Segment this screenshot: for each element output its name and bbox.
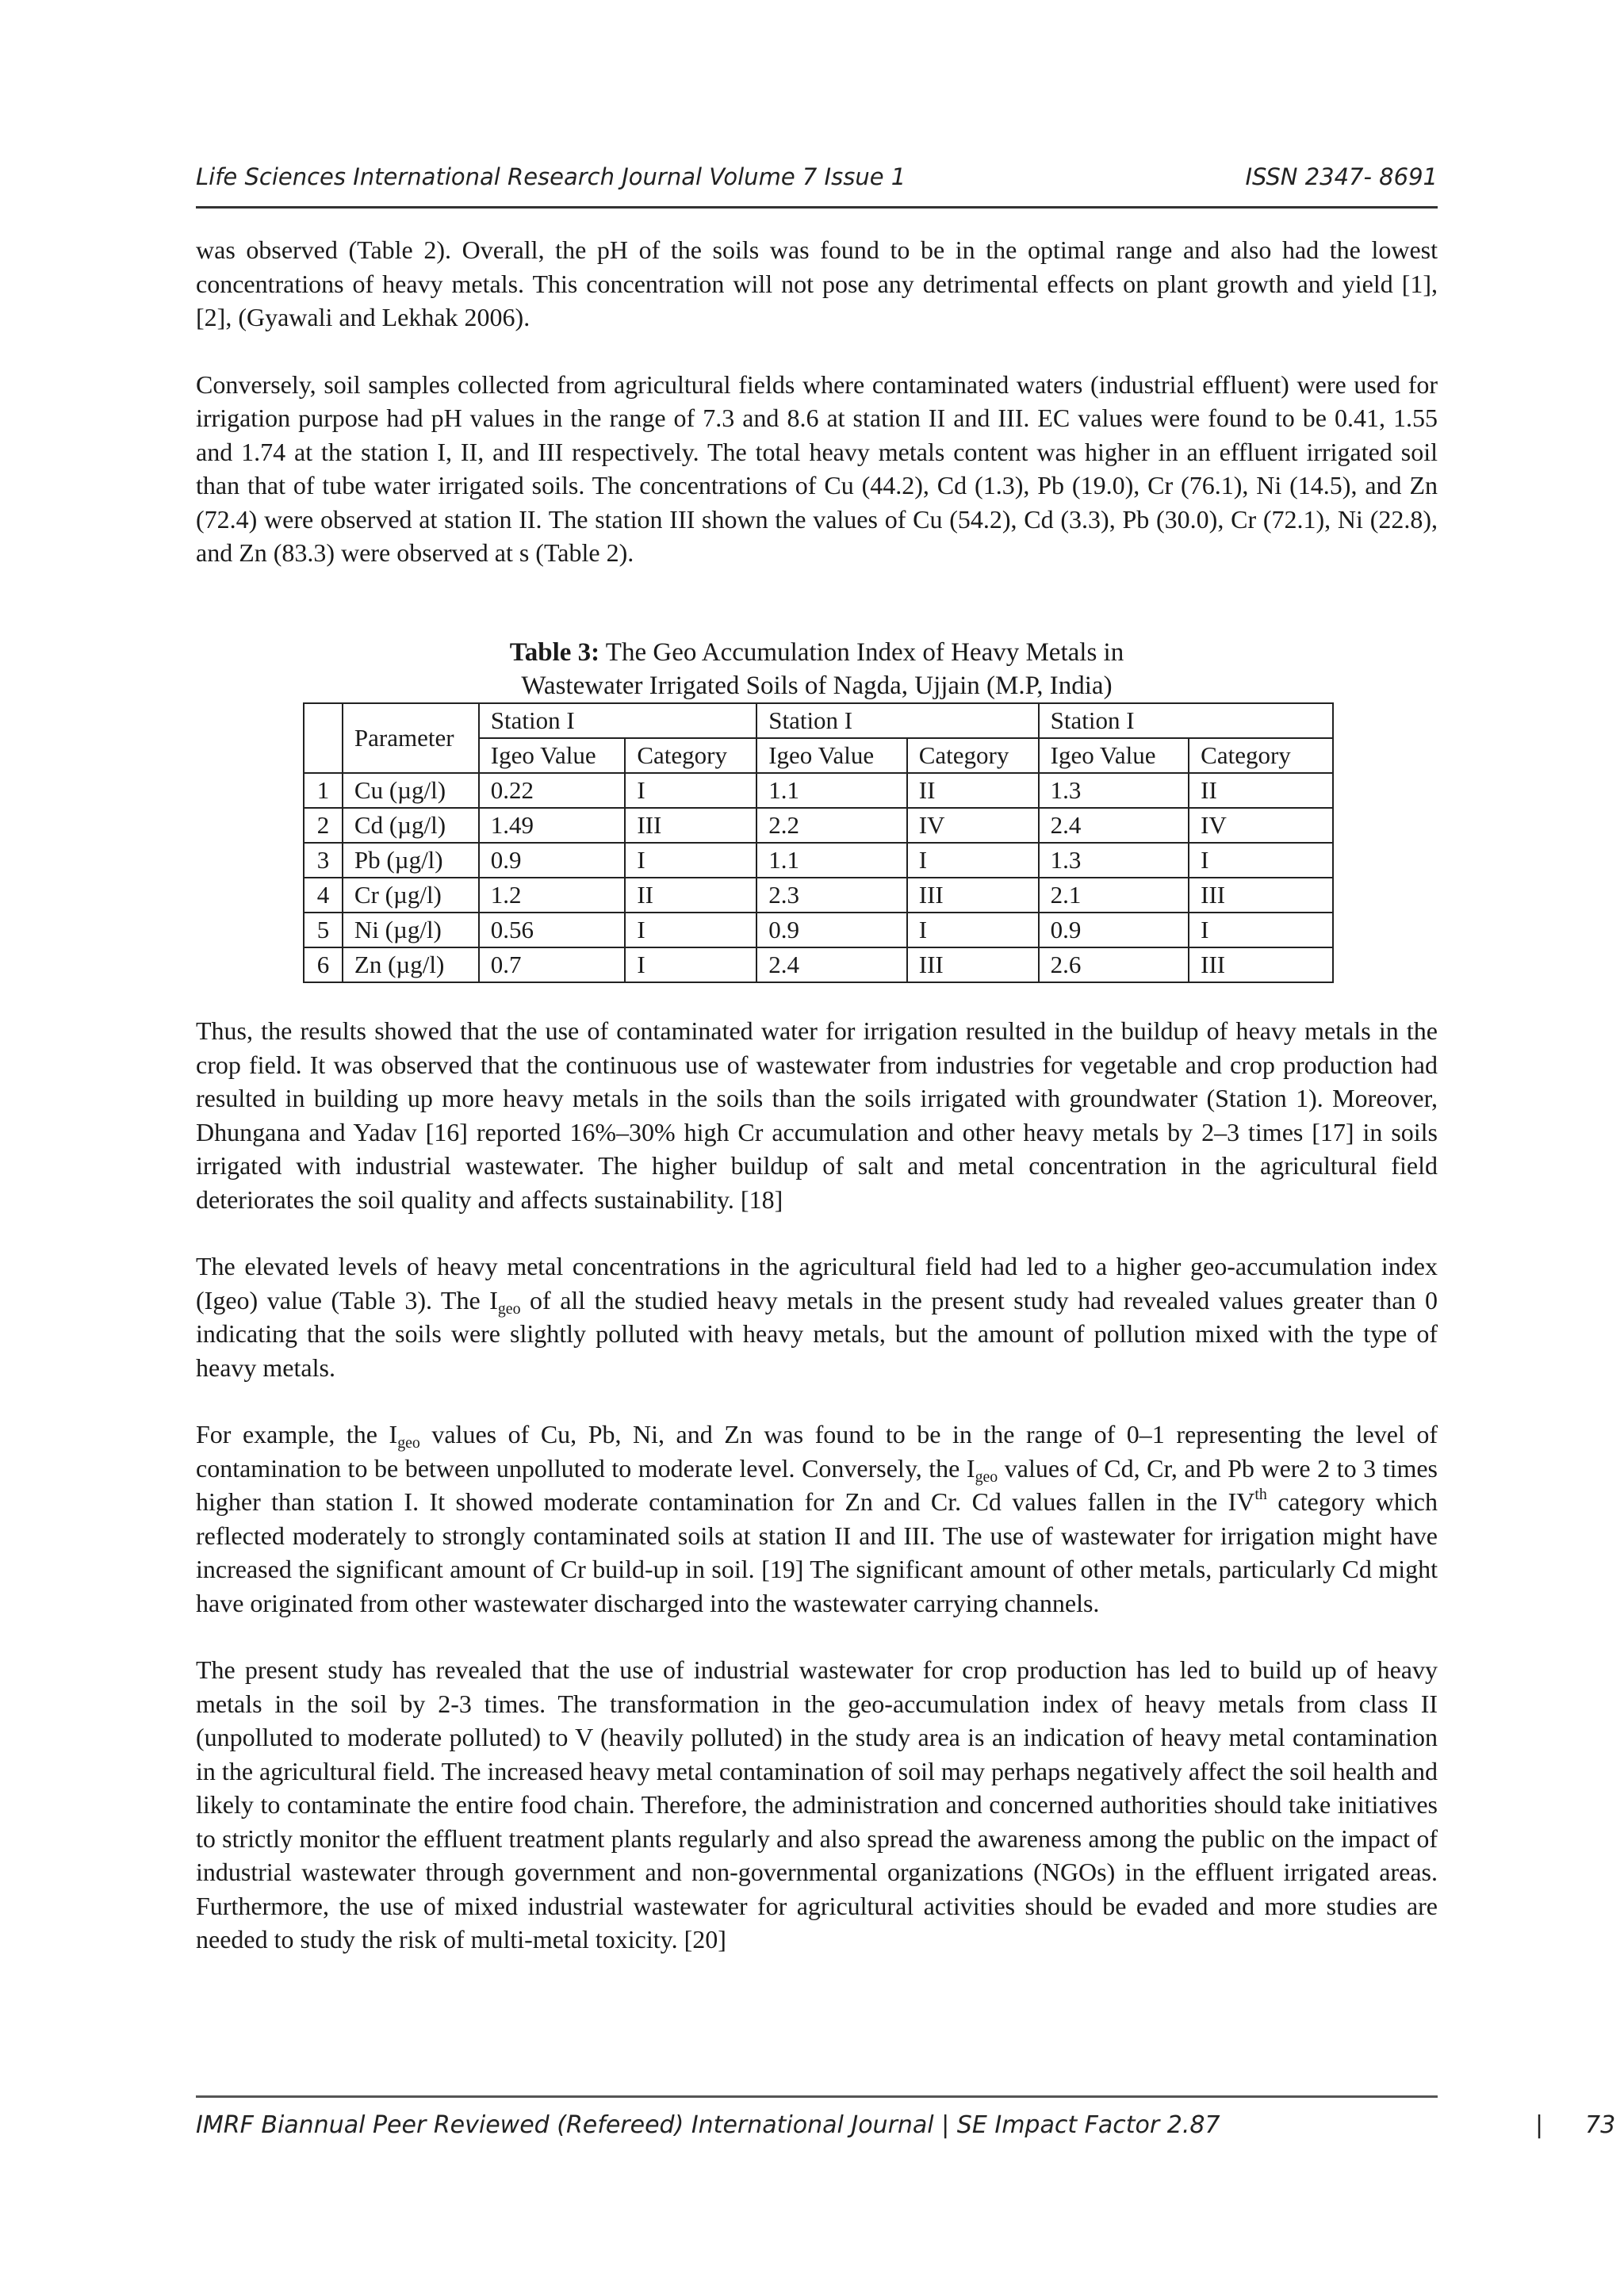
table-caption [196, 636, 1438, 702]
data-cell: III [625, 808, 756, 843]
data-cell: I [625, 913, 756, 947]
paragraph-1: was observed (Table 2). Overall, the pH of the soils was found to be in the optimal range and also had the lowest concentrations of heavy metals. This concentration will not pose any detrimental effects on plant growth and yield [1], [2], (Gyawali and Lekhak 2006). [196, 235, 1438, 331]
table-row [304, 878, 1333, 913]
table-row [304, 773, 1333, 808]
page-footer [196, 2111, 1616, 2146]
parameter-cell: Ni (µg/l) [343, 913, 479, 947]
data-cell: III [907, 878, 1039, 913]
table-row [304, 913, 1333, 947]
data-cell: III [907, 947, 1039, 982]
data-cell: I [907, 913, 1039, 947]
table-label: Table 3: [509, 638, 600, 667]
data-cell: 2.6 [1039, 947, 1189, 982]
category-header: Category [907, 738, 1039, 773]
paragraph-4: The elevated levels of heavy metal concentrations in the agricultural field had led to a higher geo-accumulation index (Igeo) value (Table 3). The $I_{geo}$ of all the studied heavy metals in the present study had revealed values greater than 0 indicating that the soils were slightly polluted with heavy metals, but the amount of pollution mixed with the type of heavy metals. [196, 1252, 1438, 1382]
data-cell: 0.9 [756, 913, 907, 947]
station-header-2: Station I [756, 703, 1038, 738]
data-cell: 1.3 [1039, 843, 1189, 878]
data-cell: III [1189, 947, 1333, 982]
table-row [304, 808, 1333, 843]
data-cell: III [1189, 878, 1333, 913]
parameter-cell: Cr (µg/l) [343, 878, 479, 913]
table-title-line1: The Geo Accumulation Index of Heavy Metals in [599, 638, 1124, 667]
data-cell: 0.9 [479, 843, 626, 878]
data-cell: 0.56 [479, 913, 626, 947]
table-title-line2: Wastewater Irrigated Soils of Nagda, Ujjain (M.P, India) [521, 672, 1113, 700]
data-cell: 0.7 [479, 947, 626, 982]
journal-title: Life Sciences International Research Journal Volume 7 Issue 1 [196, 163, 906, 190]
data-cell: 1.1 [756, 843, 907, 878]
igeo-value-header: Igeo Value [479, 738, 626, 773]
header-rule [196, 206, 1438, 209]
table-row [304, 947, 1333, 982]
data-cell: 2.2 [756, 808, 907, 843]
footer-text: IMRF Biannual Peer Reviewed (Refereed) International Journal | SE Impact Factor 2.87 [196, 2111, 1220, 2139]
data-cell: 0.9 [1039, 913, 1189, 947]
paragraph-6: The present study has revealed that the use of industrial wastewater for crop production has led to build up of heavy metals in the soil by 2-3 times. The transformation in the geo-accumulation index of heavy metals from class II (unpolluted to moderate polluted) to V (heavily polluted) in the study area is an indication of heavy metal contamination in the agricultural field. The increased heavy metal contamination of soil may perhaps negatively affect the soil health and likely to contaminate the entire food chain. Therefore, the administration and concerned authorities should take initiatives to strictly monitor the effluent treatment plants regularly and also spread the awareness among the public on the impact of industrial wastewater through government and non-governmental organizations (NGOs) in the effluent irrigated areas. Furthermore, the use of mixed industrial wastewater for agricultural activities should be evaded and more studies are needed to study the risk of multi-metal toxicity. [20] [196, 1655, 1438, 1954]
data-cell: I [907, 843, 1039, 878]
data-cell: II [625, 878, 756, 913]
igeo-table [303, 702, 1334, 983]
row-number: 3 [304, 843, 343, 878]
paragraph-5: For example, the $I_{geo}$ values of Cu, Pb, Ni, and Zn was found to be in the range of 0–1 representing the level of contamination to be between unpolluted to moderate level. Conversely, the $I_{geo}$ values of Cd, Cr, and Pb were 2 to 3 times higher than station I. It showed moderate contamination for Zn and Cr. Cd values fallen in the IVth category which reflected moderately to strongly contaminated soils at station II and III. The use of wastewater for irrigation might have increased the significant amount of Cr build-up in soil. [19] The significant amount of other metals, particularly Cd might have originated from other wastewater discharged into the wastewater carrying channels. [196, 1420, 1438, 1617]
issn: ISSN 2347- 8691 [1245, 163, 1438, 190]
parameter-cell: Pb (µg/l) [343, 843, 479, 878]
row-number: 2 [304, 808, 343, 843]
paragraph-3: Thus, the results showed that the use of contaminated water for irrigation resulted in the buildup of heavy metals in the crop field. It was observed that the continuous use of wastewater from industries for vegetable and crop production had resulted in building up more heavy metals in the soils than the soils irrigated with groundwater (Station 1). Moreover, Dhungana and Yadav [16] reported 16%–30% high Cr accumulation and other heavy metals by 2–3 times [17] in soils irrigated with industrial wastewater. The higher buildup of salt and metal concentration in the agricultural field deteriorates the soil quality and affects sustainability. [18] [196, 1016, 1438, 1214]
data-cell: 0.22 [479, 773, 626, 808]
parameter-header: Parameter [343, 703, 479, 773]
data-cell: 1.49 [479, 808, 626, 843]
body-section-bottom [196, 1014, 1438, 1957]
data-cell: I [1189, 913, 1333, 947]
data-cell: IV [907, 808, 1039, 843]
data-cell: I [625, 947, 756, 982]
data-cell: 2.4 [1039, 808, 1189, 843]
row-number: 5 [304, 913, 343, 947]
footer-rule [196, 2095, 1438, 2098]
category-header: Category [625, 738, 756, 773]
row-number: 6 [304, 947, 343, 982]
data-cell: 2.4 [756, 947, 907, 982]
page-header [196, 163, 1438, 198]
category-header: Category [1189, 738, 1333, 773]
index-header-cell [304, 703, 343, 773]
parameter-cell: Zn (µg/l) [343, 947, 479, 982]
page-number: 73 [1585, 2111, 1616, 2139]
data-cell: 2.1 [1039, 878, 1189, 913]
data-cell: 1.1 [756, 773, 907, 808]
data-cell: II [1189, 773, 1333, 808]
parameter-cell: Cu (µg/l) [343, 773, 479, 808]
data-cell: IV [1189, 808, 1333, 843]
data-cell: 1.2 [479, 878, 626, 913]
igeo-value-header: Igeo Value [756, 738, 907, 773]
parameter-cell: Cd (µg/l) [343, 808, 479, 843]
data-cell: 1.3 [1039, 773, 1189, 808]
igeo-value-header: Igeo Value [1039, 738, 1189, 773]
data-cell: I [625, 773, 756, 808]
table-row [304, 843, 1333, 878]
row-number: 4 [304, 878, 343, 913]
data-cell: 2.3 [756, 878, 907, 913]
data-cell: I [625, 843, 756, 878]
station-header-1: Station I [479, 703, 756, 738]
paragraph-2: Conversely, soil samples collected from agricultural fields where contaminated waters (industrial effluent) were used for irrigation purpose had pH values in the range of 7.3 and 8.6 at station II and III. EC values were found to be 0.41, 1.55 and 1.74 at the station I, II, and III respectively. The total heavy metals content was higher in an effluent irrigated soil than that of tube water irrigated soils. The concentrations of Cu (44.2), Cd (1.3), Pb (19.0), Cr (76.1), Ni (14.5), and Zn (72.4) were observed at station II. The station III shown the values of Cu (54.2), Cd (3.3), Pb (30.0), Cr (72.1), Ni (22.8), and Zn (83.3) were observed at s (Table 2). [196, 369, 1438, 567]
data-cell: II [907, 773, 1039, 808]
station-header-3: Station I [1039, 703, 1333, 738]
table-header-row [304, 703, 1333, 738]
row-number: 1 [304, 773, 343, 808]
body-section-top [196, 233, 1438, 570]
data-cell: I [1189, 843, 1333, 878]
footer-separator: | [1535, 2111, 1544, 2139]
